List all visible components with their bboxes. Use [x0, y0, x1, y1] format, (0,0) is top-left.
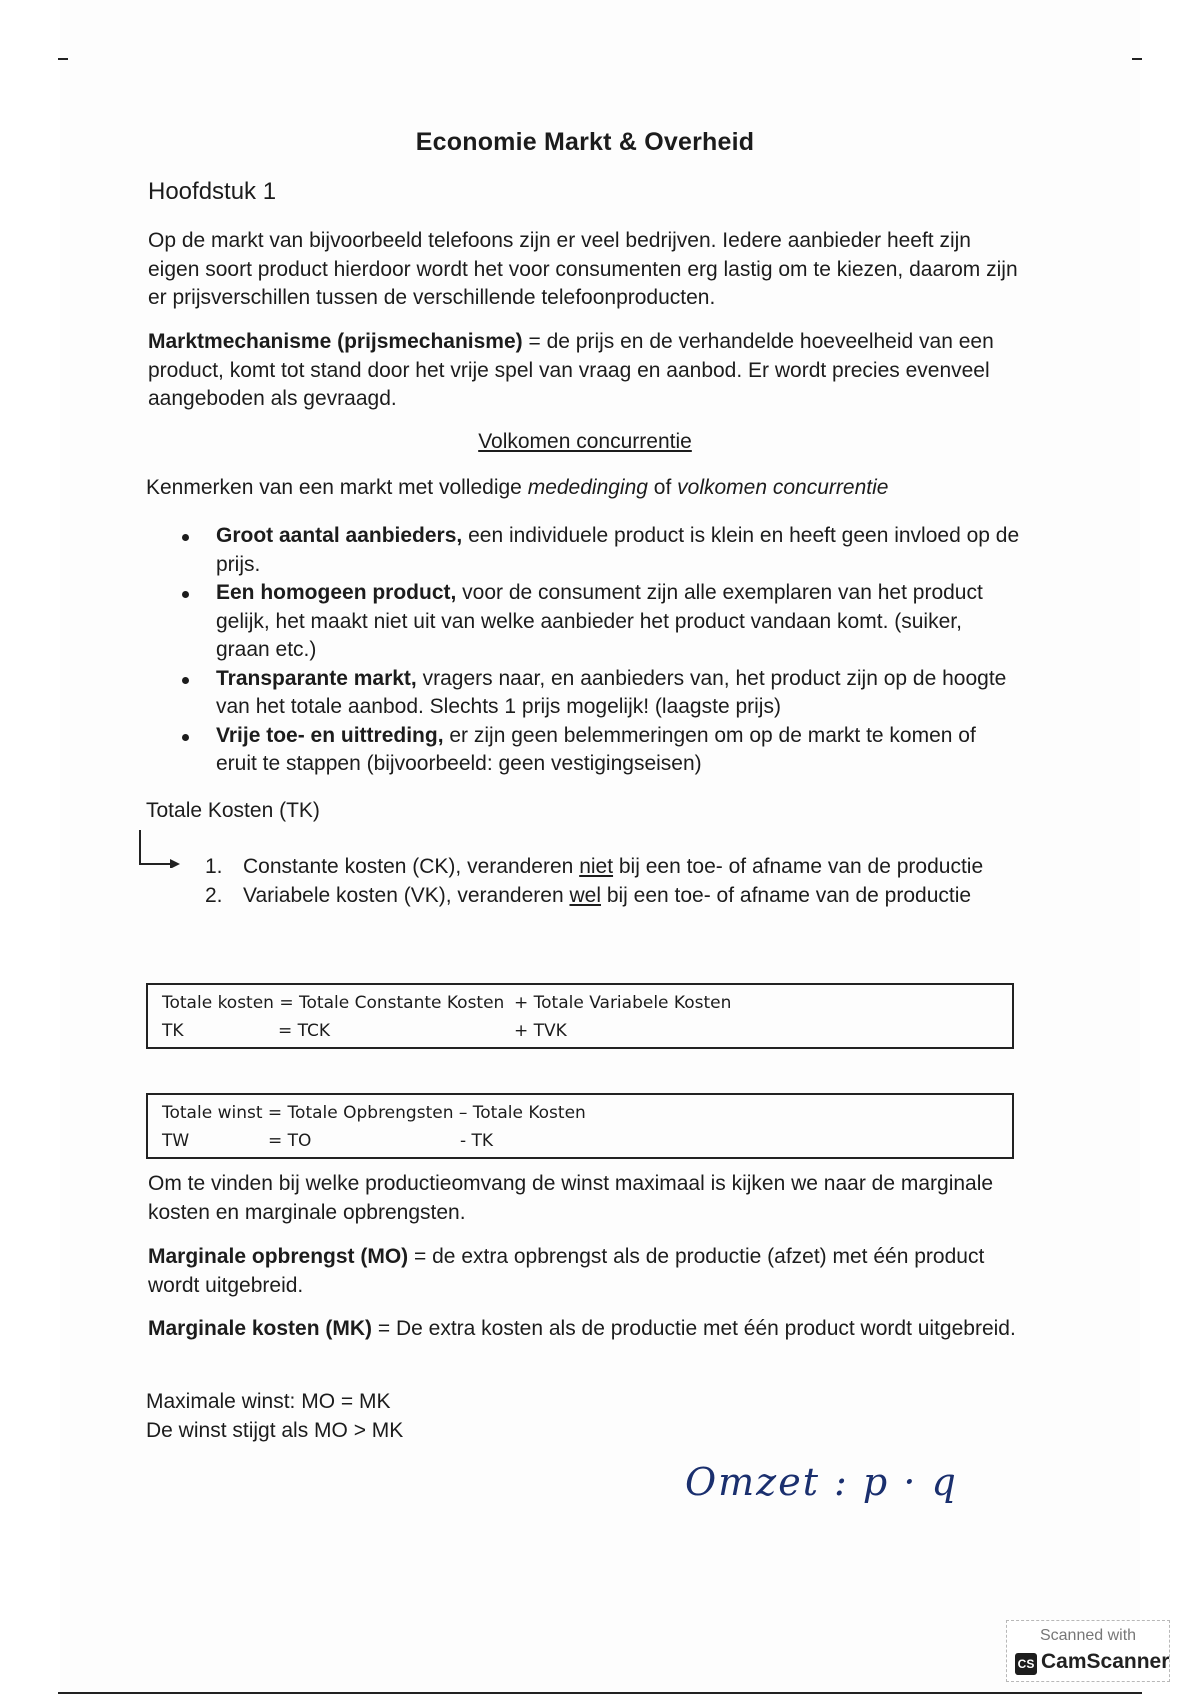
bullet-text: een individuele product is klein en heeft geen invloed op de prijs. — [216, 524, 1020, 576]
max-profit-rule: Maximale winst: MO = MK — [146, 1390, 391, 1413]
cost-type-text: Constante kosten (CK), veranderen — [243, 855, 580, 878]
marginal-cost-definition: = De extra kosten als de productie met één product wordt uitgebreid. — [372, 1317, 1016, 1340]
handwritten-note: Omzet : p · q — [685, 1460, 958, 1504]
formula-text: TW — [162, 1131, 190, 1151]
total-costs-heading: Totale Kosten (TK) — [146, 799, 320, 822]
marginal-revenue-paragraph — [148, 1243, 1028, 1300]
camscanner-logo-icon: CS — [1015, 1653, 1037, 1675]
formula-text: + Totale Variabele Kosten — [514, 993, 732, 1013]
cost-type-text: bij een toe- of afname van de productie — [600, 883, 972, 907]
scanner-brand-name: CamScanner — [1041, 1650, 1170, 1673]
scanner-caption: Scanned with — [1039, 1627, 1137, 1644]
camscanner-badge — [1006, 1620, 1170, 1682]
cost-type-text: bij een toe- of afname van de productie — [613, 855, 984, 878]
characteristics-intro — [146, 474, 1046, 503]
market-mechanism-definition: = de prijs en de verhandelde hoeveelheid van een product, komt tot stand door het vrije spel van vraag en aanbod. Er wordt precies evenveel aangeboden als gevraagd. — [148, 330, 994, 410]
characteristics-list — [180, 522, 1020, 779]
cost-type-text: Variabele kosten (VK), veranderen — [243, 883, 570, 907]
bullet-text: er zijn geen belemmeringen om op de markt te komen of eruit te stappen (bijvoorbeeld: geen vestigingseisen) — [216, 723, 976, 775]
intro-paragraph: Op de markt van bijvoorbeeld telefoons zijn er veel bedrijven. Iedere aanbieder heeft zijn eigen soort product hierdoor wordt het voor consumenten erg lastig om te kiezen, daarom zijn er prijsverschillen tussen de verschillende telefoonproducten. — [148, 229, 1018, 309]
formula-text: = TCK — [278, 1021, 331, 1041]
marginal-revenue-term: Marginale opbrengst (MO) — [148, 1245, 409, 1268]
formula-text: - TK — [460, 1131, 494, 1151]
characteristics-lead: Kenmerken van een markt met volledige — [146, 476, 528, 499]
formula-text: TK — [162, 1021, 184, 1041]
list-item — [180, 665, 1020, 722]
formula-text: = TO — [268, 1131, 312, 1151]
formula-text: + TVK — [514, 1021, 567, 1041]
term-volkomen-concurrentie: volkomen concurrentie — [677, 476, 889, 499]
marginal-revenue-definition: = de extra opbrengst als de productie (afzet) met één product wordt uitgebreid. — [148, 1245, 985, 1297]
bottom-rule — [58, 1692, 1142, 1694]
cost-type-emphasis: niet — [579, 855, 614, 878]
chapter-heading: Hoofdstuk 1 — [148, 178, 277, 205]
bullet-text: voor de consument zijn alle exemplaren van het product gelijk, het maakt niet uit van welke aanbieder het product vandaan komt. (suiker, graan etc.) — [216, 581, 983, 661]
cost-type-emphasis: wel — [569, 883, 601, 907]
list-number: 1. — [205, 855, 223, 878]
bullet-term: Groot aantal aanbieders, — [216, 524, 463, 547]
hand-arrow-icon — [136, 828, 186, 868]
marginal-cost-paragraph — [148, 1315, 1028, 1344]
bullet-icon — [182, 591, 189, 598]
corner-mark-right — [1132, 58, 1142, 60]
characteristics-connector: of — [647, 476, 678, 499]
bullet-term: Vrije toe- en uittreding, — [216, 723, 444, 747]
cost-types-list — [205, 853, 1005, 910]
formula-text: Totale kosten = Totale Constante Kosten — [162, 993, 505, 1013]
term-mededinging: mededinging — [527, 476, 648, 499]
document-title: Economie Markt & Overheid — [415, 128, 755, 156]
list-number: 2. — [205, 883, 223, 907]
bullet-icon — [182, 534, 189, 541]
market-mechanism-term: Marktmechanisme (prijsmechanisme) — [148, 330, 523, 353]
market-mechanism-paragraph — [148, 328, 1028, 414]
list-item — [180, 522, 1020, 579]
profit-intro-paragraph: Om te vinden bij welke productieomvang de winst maximaal is kijken we naar de marginale kosten en marginale opbrengsten. — [148, 1172, 994, 1224]
list-item — [180, 579, 1020, 665]
bullet-icon — [182, 734, 189, 741]
marginal-cost-term: Marginale kosten (MK) — [148, 1317, 373, 1340]
section-heading-volkomen-concurrentie: Volkomen concurrentie — [478, 430, 692, 453]
bullet-icon — [182, 677, 189, 684]
list-item — [180, 722, 1020, 779]
bullet-text: vragers naar, en aanbieders van, het product zijn op de hoogte van het totale aanbod. Slechts 1 prijs mogelijk! (laagste prijs) — [216, 666, 1007, 718]
corner-mark-left — [58, 58, 68, 60]
bullet-term: Een homogeen product, — [216, 581, 457, 604]
bullet-term: Transparante markt, — [216, 666, 417, 690]
formula-text: Totale winst = Totale Opbrengsten – Totale Kosten — [162, 1103, 586, 1123]
profit-rises-rule: De winst stijgt als MO > MK — [146, 1419, 404, 1442]
list-item — [205, 882, 1005, 911]
formula-box-total-costs — [146, 983, 1014, 1049]
formula-box-total-profit — [146, 1093, 1014, 1159]
list-item — [205, 853, 1005, 882]
